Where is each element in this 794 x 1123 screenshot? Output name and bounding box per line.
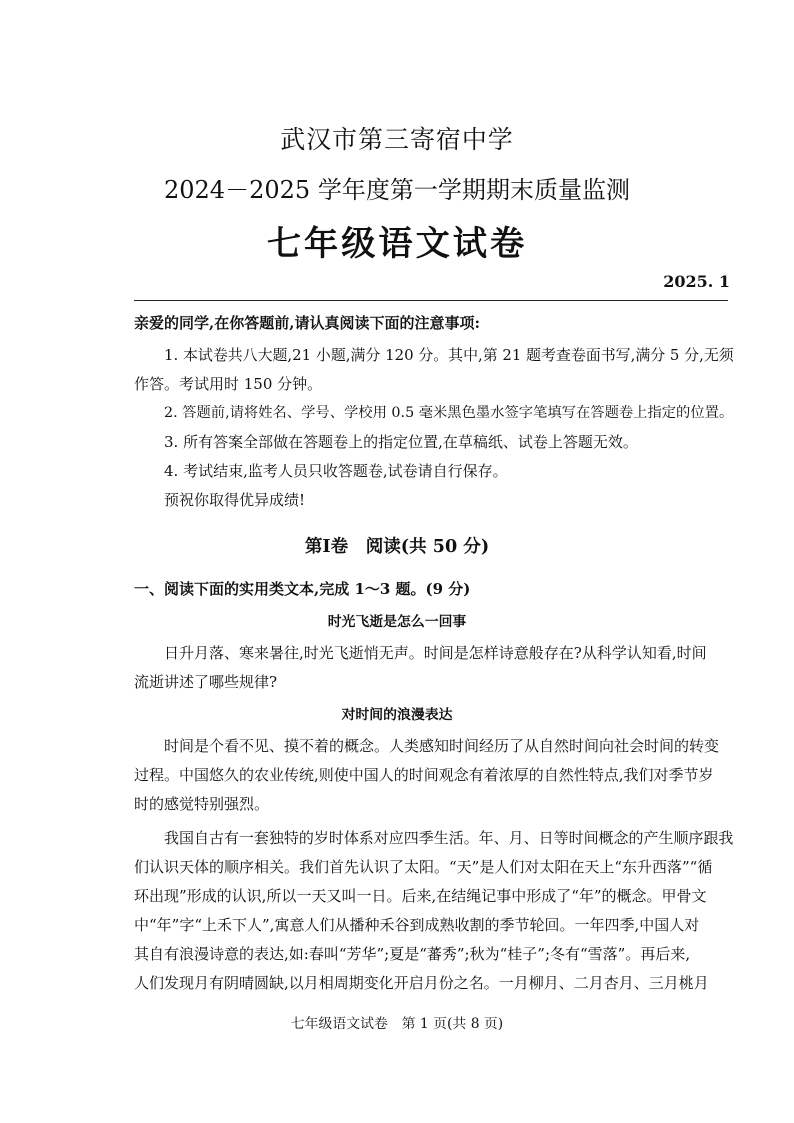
intro-line-1: 日升月落、寒来暑往,时光飞逝悄无声。时间是怎样诗意般存在?从科学认知看,时间 [164, 644, 707, 662]
exam-term: 2024－2025 学年度第一学期期末质量监测 [163, 176, 631, 204]
paragraph-2-line-2: 们认识天体的顺序相关。我们首先认识了太阳。“天”是人们对太阳在天上“东升西落”“循 [134, 858, 713, 876]
paragraph-1-line-3: 时的感觉特别强烈。 [134, 795, 270, 813]
intro-line-2: 流逝讲述了哪些规律? [134, 673, 278, 691]
question-1-heading: 一、阅读下面的实用类文本,完成 1～3 题。(9 分) [134, 580, 471, 598]
article-title: 时光飞逝是怎么一回事 [327, 614, 467, 630]
notice-heading: 亲爱的同学,在你答题前,请认真阅读下面的注意事项: [134, 314, 480, 332]
school-name: 武汉市第三寄宿中学 [280, 125, 514, 154]
paragraph-2-line-6: 人们发现月有阴晴圆缺,以月相周期变化开启月份之名。一月柳月、二月杏月、三月桃月 [134, 974, 709, 992]
notice-item-2: 2. 答题前,请将姓名、学号、学校用 0.5 毫米黑色墨水签字笔填写在答题卷上指定的位置。 [164, 405, 734, 421]
paragraph-1-line-2: 过程。中国悠久的农业传统,则使中国人的时间观念有着浓厚的自然性特点,我们对季节岁 [134, 766, 714, 784]
section-heading: 第Ⅰ卷 阅读(共 50 分) [304, 537, 490, 557]
paragraph-2-line-4: 中“年”字“上禾下人”,寓意人们从播种禾谷到成熟收割的季节轮回。一年四季,中国人对 [134, 916, 700, 934]
exam-date: 2025. 1 [663, 272, 730, 291]
notice-item-4: 4. 考试结束,监考人员只收答题卷,试卷请自行保存。 [164, 462, 508, 480]
page-footer: 七年级语文试卷 第 1 页(共 8 页) [290, 1016, 504, 1032]
notice-item-3: 3. 所有答案全部做在答题卷上的指定位置,在草稿纸、试卷上答题无效。 [164, 433, 638, 451]
article-subtitle: 对时间的浪漫表达 [341, 707, 453, 723]
notice-item-1-line-2: 作答。考试用时 150 分钟。 [134, 375, 323, 393]
notice-item-1-line-1: 1. 本试卷共八大题,21 小题,满分 120 分。其中,第 21 题考查卷面书写,满分 5 分,无须 [164, 346, 734, 364]
exam-title: 七年级语文试卷 [266, 224, 528, 264]
paragraph-2-line-5: 其自有浪漫诗意的表达,如:春叫“芳华”;夏是“蕃秀”;秋为“桂子”;冬有“雪落”。再后来, [134, 945, 691, 963]
notice-wish: 预祝你取得优异成绩! [164, 491, 306, 509]
paragraph-1-line-1: 时间是个看不见、摸不着的概念。人类感知时间经历了从自然时间向社会时间的转变 [164, 737, 720, 755]
paragraph-2-line-3: 环出现”形成的认识,所以一天又叫一日。后来,在结绳记事中形成了“年”的概念。甲骨文 [134, 887, 707, 905]
paragraph-2-line-1: 我国自古有一套独特的岁时体系对应四季生活。年、月、日等时间概念的产生顺序跟我 [164, 829, 734, 847]
header-divider [134, 300, 728, 301]
